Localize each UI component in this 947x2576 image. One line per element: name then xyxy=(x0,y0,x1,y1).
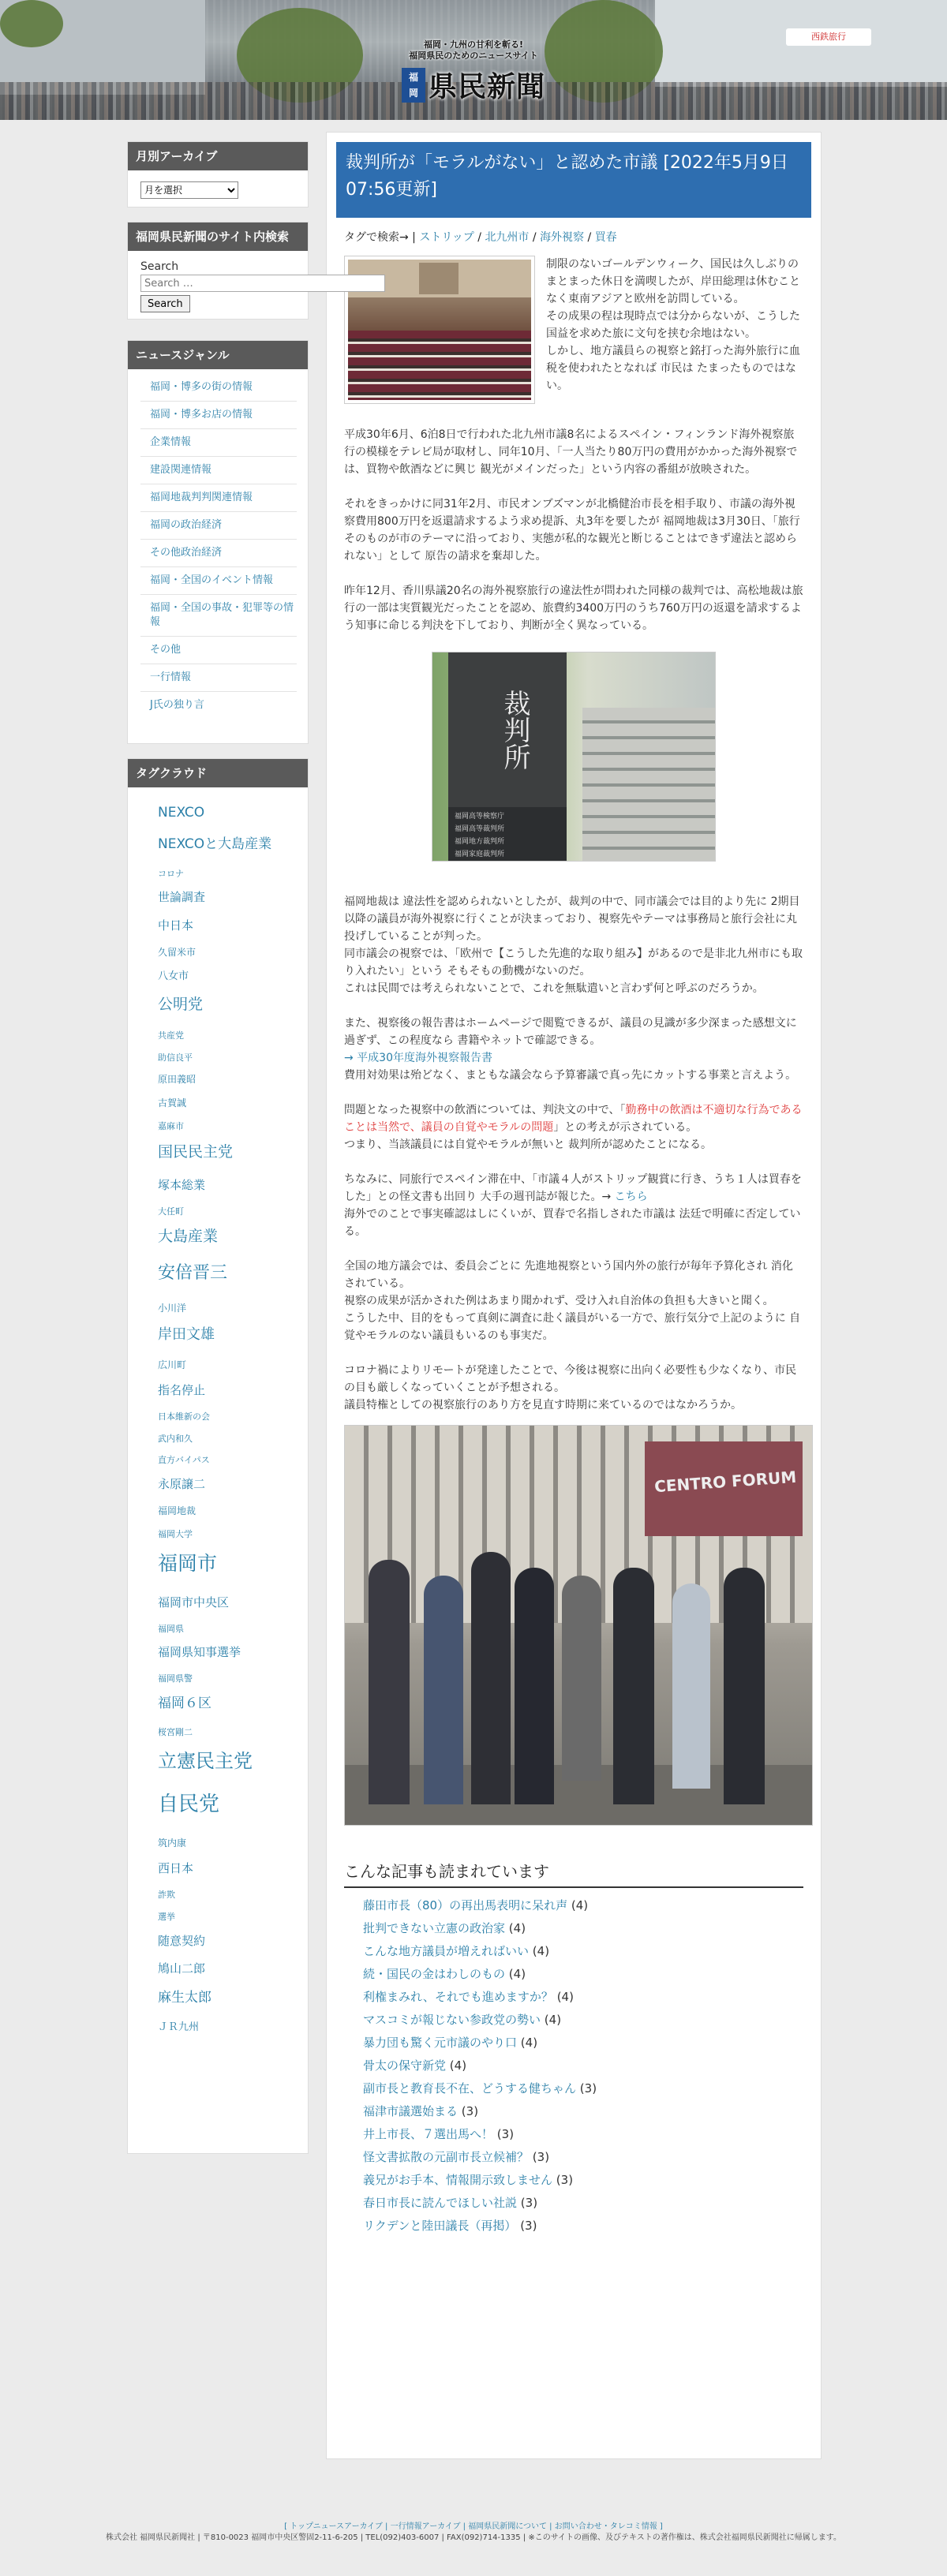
tag-cloud-item[interactable]: 助信良平 xyxy=(158,1052,193,1063)
tag-cloud-item[interactable]: 福岡市 xyxy=(158,1551,218,1575)
tag-cloud-item[interactable]: 福岡市中央区 xyxy=(158,1595,230,1610)
search-input[interactable] xyxy=(140,275,385,292)
related-article-link[interactable]: マスコミが報じない参政党の勢い xyxy=(363,2013,541,2027)
genre-widget xyxy=(127,340,309,744)
tag-cloud-item[interactable]: 原田義昭 xyxy=(158,1074,197,1086)
paragraph: こうした中、目的をもって真剣に調査に赴く議員がいる一方で、旅行気分で上記のように 自覚やモラルのない議員もいるのも事実だ。 xyxy=(344,1312,801,1342)
tag-cloud-item[interactable]: 国民民主党 xyxy=(158,1143,234,1161)
paragraph: 福岡地裁は 違法性を認められないとしたが、裁判の中で、同市議会では目的より先に 2期目以降の議員が海外視察に行くことが決まっており、視察先やテーマは事務局と旅行会社に丸投げしていることが判った。 xyxy=(344,895,800,943)
related-article-item[interactable] xyxy=(363,2077,803,2100)
paragraph: 同市議会の視察では、「欧州で【こうした先進的な取り組み】があるので是非北九州市にも取り入れたい」という そもそもの動機がないのだ。 xyxy=(344,948,803,978)
tag-cloud-item[interactable]: 安倍晋三 xyxy=(158,1263,228,1283)
genre-list xyxy=(128,369,308,719)
tag-cloud-item[interactable]: 岸田文雄 xyxy=(158,1325,215,1343)
tag-cloud-item[interactable]: 麻生太郎 xyxy=(158,1990,211,2006)
related-article-item[interactable] xyxy=(363,1917,803,1940)
related-article-item[interactable] xyxy=(363,2215,803,2238)
search-label: Search xyxy=(140,260,179,273)
related-article-count: (3) xyxy=(461,2104,479,2118)
tag-cloud-item[interactable]: 永原譲二 xyxy=(158,1477,206,1491)
tag-cloud-item[interactable]: 桜宮剛二 xyxy=(158,1727,193,1737)
related-article-item[interactable] xyxy=(363,2123,803,2146)
tag-cloud-item[interactable]: ＪＲ九州 xyxy=(158,2021,200,2034)
footer-company: 株式会社 福岡県民新聞社 | 〒810-0023 福岡市中央区警固2-11-6-205 | TEL(092)403-6007 | FAX(092)714-1335 | ※このサイトの画像、及びテキストの著作権は、株式会社福岡県民新聞社に帰属します。 xyxy=(105,2533,842,2542)
paragraph: コロナ禍によりリモートが発達したことで、今後は視察に出向く必要性も少なくなり、市民の目も厳しくなっていくことが予想される。 xyxy=(344,1364,797,1394)
photo-sign: CENTRO FORUM xyxy=(653,1467,797,1497)
related-article-item[interactable] xyxy=(363,2032,803,2054)
courthouse-plate: 福岡高等検察庁 福岡高等裁判所 福岡地方裁判所 福岡家庭裁判所 xyxy=(448,807,567,862)
courthouse-sign: 裁判所 xyxy=(499,690,530,770)
courthouse-photo xyxy=(432,652,716,862)
genre-item[interactable]: 福岡・全国のイベント情報 xyxy=(140,567,297,595)
related-article-count: (3) xyxy=(556,2173,574,2187)
footer-links[interactable]: [ トップニュースアーカイブ | 一行情報アーカイブ | 福岡県民新聞について | お問い合わせ・タレコミ情報 ] xyxy=(284,2522,663,2531)
related-article-count: (3) xyxy=(520,2196,538,2210)
tag-cloud-item[interactable]: NEXCO xyxy=(158,805,205,821)
genre-item[interactable]: 福岡・全国の事故・犯罪等の情報 xyxy=(140,595,297,637)
report-link[interactable]: → 平成30年度海外視察報告書 xyxy=(344,1052,492,1064)
paragraph: 全国の地方議会では、委員会ごとに 先進地視察という国内外の旅行が毎年予算化され 消化されている。 xyxy=(344,1260,793,1290)
related-article-item[interactable] xyxy=(363,1963,803,1986)
tag-cloud-item[interactable]: 西日本 xyxy=(158,1861,194,1876)
tag-cloud-item[interactable]: 筑内康 xyxy=(158,1838,187,1849)
article-tags: タグで検索→ | ストリップ / 北九州市 / 海外視察 / 買春 xyxy=(344,231,617,244)
paragraph: 制限のないゴールデンウィーク、国民は久しぶりのまとまった休日を満喫したが、岸田総理は休むことなく東南アジアと欧州を訪問している。 xyxy=(546,258,800,305)
site-logo[interactable] xyxy=(377,39,570,109)
source-link[interactable]: こちら xyxy=(614,1191,648,1203)
related-article-count: (3) xyxy=(496,2127,515,2141)
tag-cloud-title: タグクラウド xyxy=(128,759,308,787)
tag-cloud-item[interactable]: 福岡県警 xyxy=(158,1673,193,1684)
tag-cloud-item[interactable]: 小川洋 xyxy=(158,1302,187,1314)
tag-cloud-item[interactable]: 立憲民主党 xyxy=(158,1749,253,1772)
article-title: 裁判所が「モラルがない」と認めた市議 [2022年5月9日 07:56更新] xyxy=(336,142,811,218)
archive-month-select[interactable] xyxy=(140,181,238,199)
tag-cloud-item[interactable]: 久留米市 xyxy=(158,946,197,958)
related-article-count: (4) xyxy=(449,2058,467,2073)
tag-cloud-item[interactable]: 直方バイパス xyxy=(158,1455,210,1466)
related-article-link[interactable]: こんな地方議員が増えればいい xyxy=(363,1944,530,1958)
genre-item[interactable]: 一行情報 xyxy=(140,664,297,692)
related-article-link[interactable]: 藤田市長（80）の再出馬表明に呆れ声 xyxy=(363,1898,568,1912)
related-article-item[interactable] xyxy=(363,2054,803,2077)
logo-tagline: 福岡県民のためのニュースサイト xyxy=(409,50,538,61)
tag-cloud-item[interactable]: 武内和久 xyxy=(158,1433,193,1444)
related-article-link[interactable]: 利権まみれ、それでも進めますか？ xyxy=(363,1990,553,2004)
related-article-count: (4) xyxy=(571,1898,589,1912)
tag-cloud-widget xyxy=(127,758,309,2154)
related-articles-title: こんな記事も読まれています xyxy=(344,1859,803,1888)
related-article-link[interactable]: 骨太の保守新党 xyxy=(363,2058,447,2073)
paragraph: しかし、地方議員らの視察と銘打った海外旅行に血税を使われたとなれば 市民は たまったものではない。 xyxy=(546,345,800,392)
tag-cloud-item[interactable]: 嘉麻市 xyxy=(158,1121,184,1132)
related-article-item[interactable] xyxy=(363,2192,803,2215)
related-article-link[interactable]: 怪文書拡散の元副市長立候補？ xyxy=(363,2150,530,2164)
tag-cloud-item[interactable]: 日本維新の会 xyxy=(158,1411,210,1422)
tag-link[interactable]: ストリップ xyxy=(419,231,474,244)
genre-item[interactable]: 建設関連情報 xyxy=(140,457,297,484)
related-article-count: (4) xyxy=(544,2013,562,2027)
related-article-count: (3) xyxy=(520,2219,537,2233)
related-article-count: (4) xyxy=(532,1944,550,1958)
site-header xyxy=(0,0,947,120)
archive-widget-title: 月別アーカイブ xyxy=(128,142,308,170)
related-article-link[interactable]: リクデンと陸田議長（再掲） xyxy=(363,2219,517,2233)
paragraph: これは民間では考えられないことで、これを無駄遣いと言わず何と呼ぶのだろうか。 xyxy=(344,982,764,995)
tag-cloud-item[interactable]: 選挙 xyxy=(158,1911,175,1922)
search-widget-title: 福岡県民新聞のサイト内検索 xyxy=(128,222,308,251)
paragraph: それをきっかけに同31年2月、市民オンブズマンが北橋健治市長を相手取り、市議の海外視察費用800万円を返還請求するよう求め提訴、丸3年を要したが 福岡地裁は3月30日、「旅行そのものが市のテーマに沿っており、実態が私的な観光と断じることはできず違法と認められない」として 原告の請求を棄却した。 xyxy=(344,498,800,563)
tag-cloud-item[interactable]: 随意契約 xyxy=(158,1933,206,1948)
article-body: 制限のないゴールデンウィーク、国民は久しぶりのまとまった休日を満喫したが、岸田総理は休むことなく東南アジアと欧州を訪問している。 その成果の程は現時点では分からないが、こうした国益を求めた旅に文句を挟む余地はない。 しかし、地方議員らの視察と銘打った海外旅行に血税を使われたとなれば 市民は たまったものではない。 平成30年6月、6泊8日で行われた北九州市議8名によるスペイン・フィンランド海外視察旅行の模様をテレビ局が取材し、同年10月、「一人当たり80万円の費用がかかった海外視察では、買物や飲酒などに興じ 観光がメインだった」という内容の番組が放映された。 それをきっかけに同31年2月、市民オンブズマンが北橋健治市長を相手取り、市議の海外視察費用800万円を返還請求するよう求め提訴、丸3年を要したが 福岡地裁は3月30日、「旅行そのものが市のテーマに沿っており、実態が私的な観光と断じることはできず違法と認められない」として 原告の請求を棄却した。 昨年12月、香川県議20名の海外視察旅行の違法性が問われた同様の裁判では、高松地裁は旅行の一部は実質観光だったことを認め、旅費約3400万円のうち760万円の返還を請求するよう知事に命じる判決を下しており、判断が全く異なっている。 裁判所 福岡高等検察庁 福岡高等裁判所 福岡地方裁判所 福岡家庭裁判所 福岡地裁は 違法性を認められないとしたが、裁判の中で、同市議会では目的より先に 2期目以降の議員が海外視察に行くことが決まっており、視察先やテーマは事務局と旅行会社に丸投げしていることが判った。 同市議会の視察では、「欧州で【こうした先進的な取り組み】があるので是非北九州市にも取り入れたい」という そもそもの動機がないのだ。 これは民間では考えられないことで、これを無駄遣いと言わず何と呼ぶのだろうか。 また、視察後の報告書はホームページで閲覧できるが、議員の見識が多少深まった感想文に過ぎず、この程度なら 書籍やネットで確認できる。 → 平成30年度海外視察報告書 費用対効果は殆どなく、まともな議会なら予算審議で真っ先にカットする事業と言えよう。 問題となった視察中の飲酒については、判決文の中で、「勤務中の飲酒は不適切な行為であることは当然で、議員の自覚やモラルの問題」との考えが示されている。 つまり、当該議員には自覚やモラルが無いと 裁判所が認めたことになる。 ちなみに、同旅行でスペイン滞在中、「市議４人がストリップ観賞に行き、うち１人は買春をした」との怪文書も出回り 大手の週刊誌が報じた。→ こちら 海外でのことで事実確認はしにくいが、買春で名指しされた市議は 法廷で明確に否定している。 全国の地方議会では、委員会ごとに 先進地視察という国内外の旅行が毎年予算化され 消化されている。 視察の成果が活かされた例はあまり聞かれず、受け入れ自治体の負担も大きいと聞く。 こうした中、目的をもって真剣に調査に赴く議員がいる一方で、旅行気分で上記のように 自覚やモラルのない議員もいるのも事実だ。 コロナ禍によりリモートが発達したことで、今後は視察に出向く必要性も少なくなり、市民の目も厳しくなっていくことが予想される。 議員特権としての視察旅行のあり方を見直す時期に来ているのではなかろうか。 CENTRO FORUM xyxy=(327,256,821,1826)
council-members-photo xyxy=(344,1425,813,1826)
related-article-item[interactable] xyxy=(363,2146,803,2169)
tag-cloud-item[interactable]: 福岡６区 xyxy=(158,1695,211,1711)
related-article-count: (4) xyxy=(520,2036,538,2050)
tag-cloud-item[interactable]: 自民党 xyxy=(158,1792,220,1816)
tag-cloud-item[interactable]: 世論調査 xyxy=(158,890,206,905)
background-sign: 西鉄旅行 xyxy=(786,28,871,46)
tag-link[interactable]: 海外視察 xyxy=(540,231,585,244)
related-article-link[interactable]: 春日市長に読んでほしい社説 xyxy=(363,2196,518,2210)
highlight-quote: 勤務中の飲酒は不適切な行為であることは当然で、議員の自覚やモラルの問題 xyxy=(344,1104,803,1134)
tag-cloud-item[interactable]: 詐欺 xyxy=(158,1890,175,1900)
tag-cloud xyxy=(128,787,308,2035)
genre-item[interactable]: 福岡・博多の街の情報 xyxy=(140,374,297,402)
related-article-item[interactable] xyxy=(363,1940,803,1963)
paragraph: 昨年12月、香川県議20名の海外視察旅行の違法性が問われた同様の裁判では、高松地裁は旅行の一部は実質観光だったことを認め、旅費約3400万円のうち760万円の返還を請求するよう知事に命じる判決を下しており、判断が全く異なっている。 xyxy=(344,585,803,632)
site-title: 県民新聞 xyxy=(428,70,545,103)
tag-cloud-item[interactable]: 指名停止 xyxy=(158,1383,206,1397)
paragraph: 視察の成果が活かされた例はあまり聞かれず、受け入れ自治体の負担も大きいと聞く。 xyxy=(344,1295,774,1307)
paragraph: また、視察後の報告書はホームページで閲覧できるが、議員の見識が多少深まった感想文に過ぎず、この程度なら 書籍やネットで確認できる。 xyxy=(344,1017,797,1047)
tags-prefix: タグで検索→ | xyxy=(344,231,420,244)
related-article-link[interactable]: 義兄がお手本、情報開示致しません xyxy=(363,2173,553,2187)
logo-mark-icon: 福 岡 xyxy=(402,68,425,103)
tag-cloud-item[interactable]: 福岡大学 xyxy=(158,1528,193,1539)
genre-item[interactable]: 福岡・博多お店の情報 xyxy=(140,402,297,429)
site-footer xyxy=(0,2522,947,2544)
related-article-link[interactable]: 批判できない立憲の政治家 xyxy=(363,1921,506,1935)
related-article-item[interactable] xyxy=(363,1986,803,2009)
background-tree xyxy=(0,0,63,47)
paragraph: 議員特権としての視察旅行のあり方を見直す時期に来ているのではなかろうか。 xyxy=(344,1399,742,1411)
tag-cloud-item[interactable]: 福岡地裁 xyxy=(158,1505,197,1516)
related-article-count: (4) xyxy=(556,1990,574,2004)
tag-cloud-item[interactable]: 古賀誠 xyxy=(158,1097,187,1109)
tag-cloud-item[interactable]: 福岡県 xyxy=(158,1623,184,1634)
tag-cloud-item[interactable]: 八女市 xyxy=(158,970,189,982)
tag-cloud-item[interactable]: 鳩山二郎 xyxy=(158,1961,206,1976)
search-button[interactable]: Search xyxy=(140,295,190,312)
genre-item[interactable]: 福岡地裁判判関連情報 xyxy=(140,484,297,512)
related-article-link[interactable]: 井上市長、７選出馬へ！ xyxy=(363,2127,494,2141)
related-article-link[interactable]: 副市長と教育長不在、どうする健ちゃん xyxy=(363,2081,577,2096)
genre-item[interactable]: その他 xyxy=(140,637,297,664)
genre-item[interactable]: 企業情報 xyxy=(140,429,297,457)
logo-tagline: 福岡・九州の甘利を斬る! xyxy=(423,39,524,50)
article-container xyxy=(326,132,822,2459)
tag-link[interactable]: 北九州市 xyxy=(485,231,530,244)
tag-cloud-item[interactable]: 共産党 xyxy=(158,1030,184,1041)
genre-item[interactable]: その他政治経済 xyxy=(140,540,297,567)
tag-cloud-item[interactable]: 大島産業 xyxy=(158,1228,219,1246)
paragraph: 海外でのことで事実確認はしにくいが、買春で名指しされた市議は 法廷で明確に否定している。 xyxy=(344,1208,801,1238)
tag-cloud-item[interactable]: コロナ xyxy=(158,868,184,879)
related-article-count: (4) xyxy=(508,1967,526,1981)
genre-item[interactable]: J氏の独り言 xyxy=(150,699,204,711)
related-article-item[interactable] xyxy=(363,1894,803,1917)
paragraph: 平成30年6月、6泊8日で行われた北九州市議8名によるスペイン・フィンランド海外視察旅行の模様をテレビ局が取材し、同年10月、「一人当たり80万円の費用がかかった海外視察では、買物や飲酒などに興じ 観光がメインだった」という内容の番組が放映された。 xyxy=(344,428,798,476)
related-article-link[interactable]: 暴力団も驚く元市議のやり口 xyxy=(363,2036,518,2050)
related-article-count: (3) xyxy=(532,2150,550,2164)
related-article-count: (3) xyxy=(579,2081,597,2096)
paragraph: その成果の程は現時点では分からないが、こうした国益を求めた旅に文句を挟む余地はない。 xyxy=(546,310,800,340)
related-article-count: (4) xyxy=(508,1921,526,1935)
related-article-link[interactable]: 福津市議選始まる xyxy=(363,2104,459,2118)
tag-cloud-item[interactable]: 塚本総業 xyxy=(158,1177,206,1192)
genre-item[interactable]: 福岡の政治経済 xyxy=(140,512,297,540)
related-article-item[interactable] xyxy=(363,2169,803,2192)
search-widget xyxy=(127,222,309,320)
related-article-item[interactable] xyxy=(363,2009,803,2032)
tag-link[interactable]: 買春 xyxy=(594,231,617,244)
related-articles-list xyxy=(363,1894,803,2238)
paragraph: 費用対効果は殆どなく、まともな議会なら予算審議で真っ先にカットする事業と言えよう。 xyxy=(344,1069,797,1082)
tag-cloud-item[interactable]: 福岡県知事選挙 xyxy=(158,1645,241,1660)
related-article-item[interactable] xyxy=(363,2100,803,2123)
paragraph: つまり、当該議員には自覚やモラルが無いと 裁判所が認めたことになる。 xyxy=(344,1138,713,1151)
tag-cloud-item[interactable]: 広川町 xyxy=(158,1359,187,1370)
archive-widget xyxy=(127,141,309,208)
related-article-link[interactable]: 続・国民の金はわしのもの xyxy=(363,1967,506,1981)
tag-cloud-item[interactable]: 中日本 xyxy=(158,918,194,933)
tag-cloud-item[interactable]: 公明党 xyxy=(158,996,204,1013)
tag-cloud-item[interactable]: 大任町 xyxy=(158,1206,184,1217)
genre-widget-title: ニュースジャンル xyxy=(128,341,308,369)
tag-cloud-item[interactable]: NEXCOと大島産業 xyxy=(158,836,272,853)
